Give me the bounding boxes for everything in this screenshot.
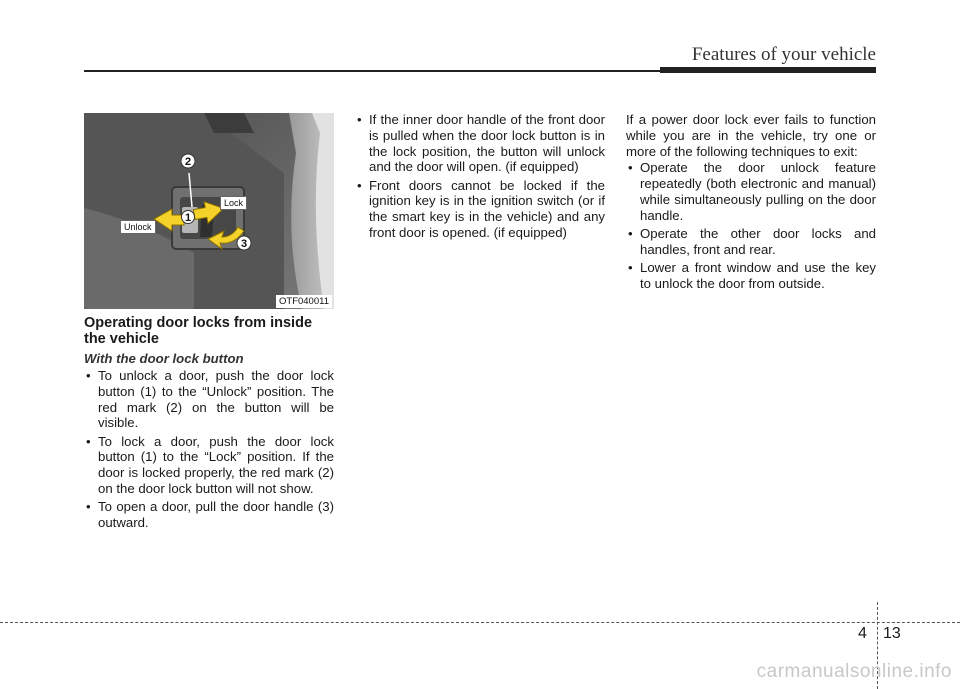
list-item: • If the inner door handle of the front door is pulled when the door lock button is in the lock position, the button will unlock and the door will open. (if equipped) (355, 112, 605, 175)
marker-1: 1 (184, 212, 192, 224)
unlock-callout: Unlock (120, 220, 156, 234)
column-2 (355, 112, 605, 243)
page-number: 13 (883, 625, 901, 642)
footer-rule (0, 622, 960, 623)
header-rule-accent (660, 67, 876, 73)
watermark-text: carmanualsonline.info (756, 661, 952, 682)
marker-2: 2 (184, 156, 192, 168)
lock-callout: Lock (220, 196, 247, 210)
chapter-number: 4 (858, 625, 867, 642)
marker-3: 3 (240, 238, 248, 250)
door-interior-illustration (84, 113, 334, 309)
list-item: • To open a door, pull the door handle (3) outward. (84, 499, 334, 531)
door-lock-figure (84, 113, 334, 309)
bullet-list (355, 112, 605, 241)
intro-paragraph: If a power door lock ever fails to function while you are in the vehicle, try one or more of the following techniques to exit: (626, 112, 876, 159)
list-item: • Operate the door unlock feature repeatedly (both electronic and manual) while simultaneously pulling on the door handle. (626, 160, 876, 223)
bullet-list (626, 160, 876, 291)
section-heading-line2: the vehicle (84, 331, 159, 347)
column-3 (626, 112, 876, 294)
list-item: • Lower a front window and use the key to unlock the door from outside. (626, 260, 876, 292)
page-header-title: Features of your vehicle (691, 44, 876, 65)
list-item: • To unlock a door, push the door lock button (1) to the “Unlock” position. The red mark (2) on the button will be visible. (84, 368, 334, 431)
list-item: • To lock a door, push the door lock button (1) to the “Lock” position. If the door is locked properly, the red mark (2) on the door lock button will not show. (84, 434, 334, 497)
list-item: • Front doors cannot be locked if the ignition key is in the ignition switch (or if the smart key is in the vehicle) and any front door is opened. (if equipped) (355, 178, 605, 241)
list-item: • Operate the other door locks and handles, front and rear. (626, 226, 876, 258)
figure-code: OTF040011 (276, 295, 332, 308)
section-heading-line1: Operating door locks from inside (84, 315, 313, 331)
bullet-list (84, 368, 334, 531)
section-subheading: With the door lock button (84, 351, 244, 366)
column-1 (84, 315, 334, 533)
section-heading (84, 315, 334, 347)
